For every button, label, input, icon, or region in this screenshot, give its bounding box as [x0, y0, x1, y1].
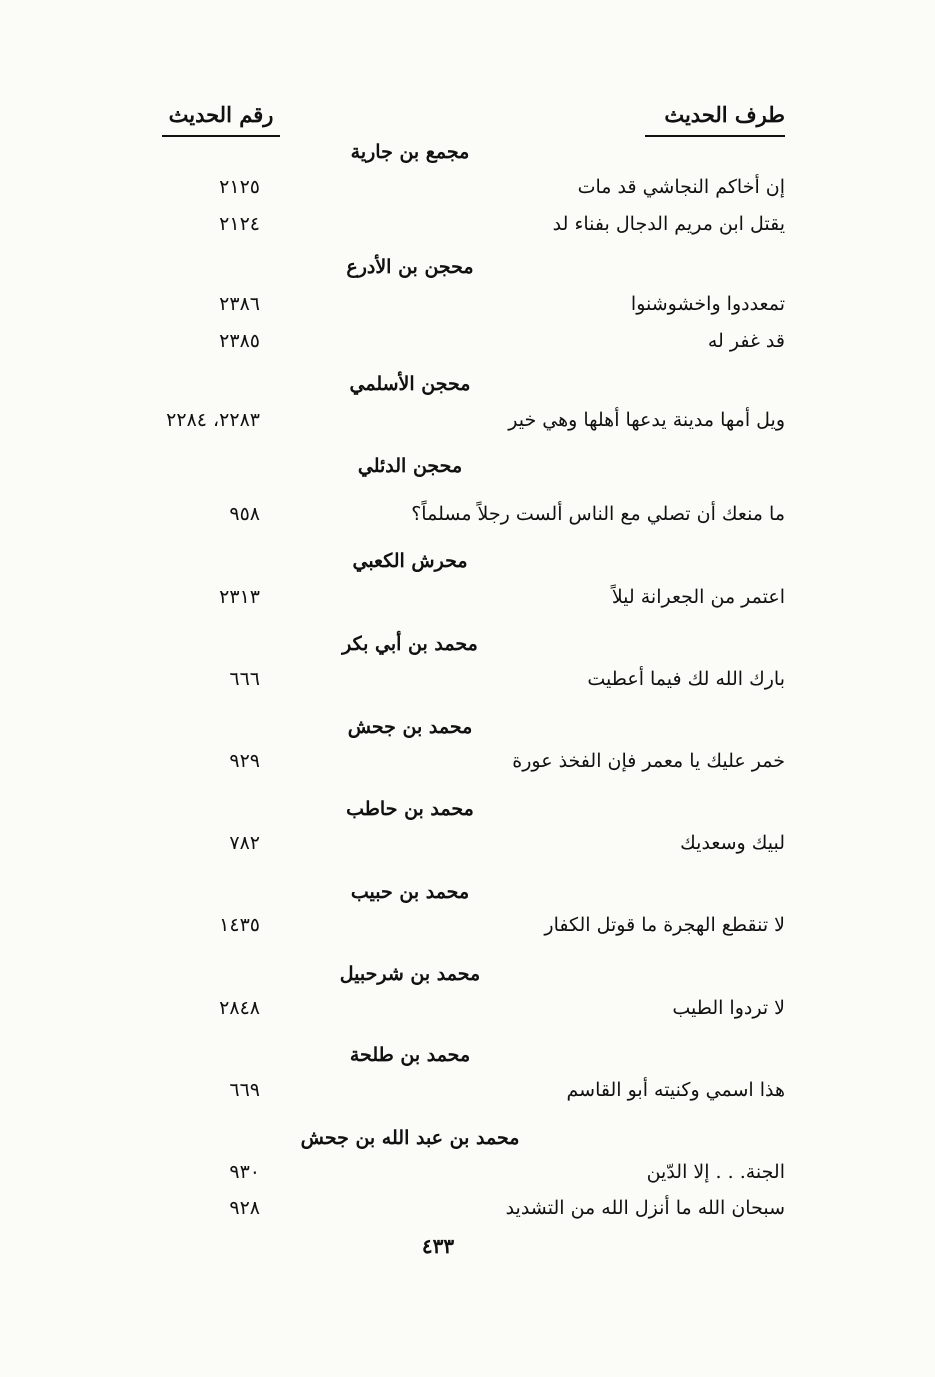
narrator-heading: محجن الأسلمي — [349, 373, 471, 395]
hadith-text: قد غفر له — [707, 330, 785, 352]
narrator-heading: محمد بن حاطب — [346, 798, 474, 820]
hadith-number: ٩٥٨ — [229, 503, 260, 525]
hadith-text: لا تنقطع الهجرة ما قوتل الكفار — [544, 914, 785, 936]
narrator-heading: محمد بن شرحبيل — [339, 963, 481, 985]
hadith-text: لبيك وسعديك — [680, 832, 785, 854]
hadith-text: اعتمر من الجعرانة ليلاً — [611, 586, 785, 608]
hadith-text: بارك الله لك فيما أعطيت — [587, 668, 785, 690]
hadith-text: إن أخاكم النجاشي قد مات — [577, 176, 785, 198]
hadith-number: ٢٣١٣ — [219, 586, 260, 608]
hadith-number: ٦٦٦ — [229, 668, 260, 690]
hadith-number: ٢٣٨٥ — [219, 330, 260, 352]
hadith-number: ٩٢٨ — [229, 1197, 260, 1219]
narrator-heading: محمد بن عبد الله بن جحش — [300, 1127, 520, 1149]
hadith-text: سبحان الله ما أنزل الله من التشديد — [505, 1197, 785, 1219]
hadith-text: لا تردوا الطيب — [672, 997, 785, 1019]
narrator-heading: مجمع بن جارية — [350, 141, 470, 163]
narrator-heading: محجن بن الأدرع — [346, 256, 474, 278]
hadith-text: ما منعك أن تصلي مع الناس ألست رجلاً مسلماً؟ — [411, 503, 785, 525]
hadith-number: ٢١٢٥ — [219, 176, 260, 198]
number-column-header: رقم الحديث — [162, 102, 280, 137]
narrator-heading: محمد بن أبي بكر — [342, 633, 478, 655]
hadith-text: هذا اسمي وكنيته أبو القاسم — [566, 1079, 785, 1101]
narrator-heading: محمد بن طلحة — [349, 1044, 471, 1066]
page-number: ٤٣٣ — [421, 1234, 455, 1258]
hadith-column-header: طرف الحديث — [645, 102, 785, 137]
hadith-text: ويل أمها مدينة يدعها أهلها وهي خير — [508, 409, 785, 431]
hadith-number: ٢١٢٤ — [219, 213, 260, 235]
hadith-number: ٢٣٨٦ — [219, 293, 260, 315]
narrator-heading: محرش الكعبي — [352, 550, 468, 572]
hadith-text: الجنة. . . إلا الدّين — [646, 1161, 785, 1183]
narrator-heading: محمد بن حبيب — [350, 881, 470, 903]
hadith-text: خمر عليك يا معمر فإن الفخذ عورة — [512, 750, 785, 772]
hadith-number: ٧٨٢ — [229, 832, 260, 854]
hadith-number: ٢٢٨٣، ٢٢٨٤ — [166, 409, 260, 431]
hadith-number: ٢٨٤٨ — [219, 997, 260, 1019]
narrator-heading: محمد بن جحش — [347, 716, 473, 738]
hadith-text: تمعددوا واخشوشنوا — [630, 293, 785, 315]
hadith-number: ٩٢٩ — [229, 750, 260, 772]
narrator-heading: محجن الدئلي — [357, 455, 463, 477]
hadith-number: ١٤٣٥ — [219, 914, 260, 936]
hadith-text: يقتل ابن مريم الدجال بفناء لد — [552, 213, 785, 235]
hadith-number: ٩٣٠ — [229, 1161, 260, 1183]
hadith-number: ٦٦٩ — [229, 1079, 260, 1101]
